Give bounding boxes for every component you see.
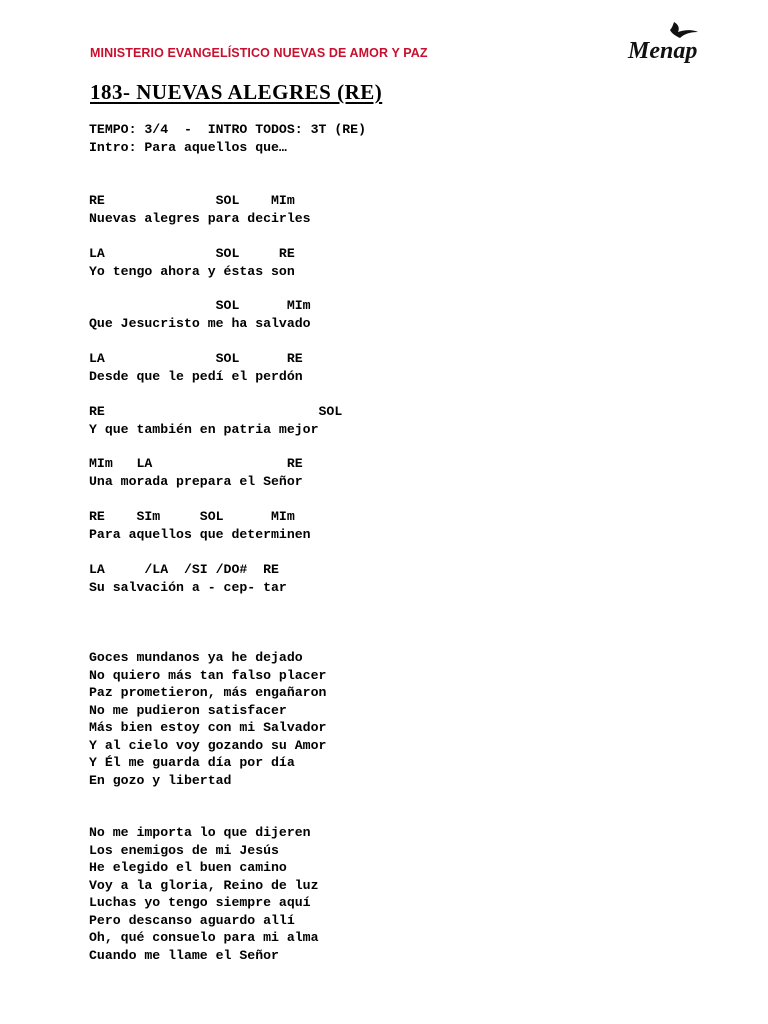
logo-text: Menap	[628, 38, 698, 64]
verse-line: En gozo y libertad	[89, 772, 232, 788]
chord-pair-6	[89, 455, 303, 490]
verse-line: Voy a la gloria, Reino de luz	[89, 877, 319, 893]
chord-pair-5	[89, 403, 342, 438]
verse-line: No quiero más tan falso placer	[89, 667, 327, 683]
lyric-line: Yo tengo ahora y éstas son	[89, 263, 295, 279]
verse-line: Luchas yo tengo siempre aquí	[89, 895, 311, 910]
lyric-line: Que Jesucristo me ha salvado	[89, 315, 311, 331]
chord-line: RE SIm SOL MIm	[89, 509, 295, 524]
verse-line: Los enemigos de mi Jesús	[89, 842, 279, 858]
chord-pair-7	[89, 508, 311, 543]
verse-line: Más bien estoy con mi Salvador	[89, 720, 327, 735]
chord-line: LA SOL RE	[89, 351, 303, 366]
verse-line: Goces mundanos ya he dejado	[89, 650, 303, 665]
verse-line: Pero descanso aguardo allí	[89, 912, 295, 928]
verse-line: Paz prometieron, más engañaron	[89, 685, 327, 700]
chord-pair-2	[89, 245, 295, 280]
chord-pair-4	[89, 350, 303, 385]
verse-1	[89, 649, 326, 789]
verse-2	[89, 824, 319, 964]
lyric-line: Y que también en patria mejor	[89, 421, 319, 437]
chord-line: LA SOL RE	[89, 246, 295, 261]
chord-pair-1	[89, 192, 311, 227]
chord-pair-8	[89, 561, 287, 596]
verse-line: Cuando me llame el Señor	[89, 947, 279, 963]
lyric-line: Su salvación a - cep- tar	[89, 579, 287, 595]
verse-line: No me importa lo que dijeren	[89, 825, 311, 840]
chord-line: RE SOL MIm	[89, 193, 295, 208]
verse-line: Y Él me guarda día por día	[89, 755, 295, 770]
intro-line: Intro: Para aquellos que…	[89, 140, 287, 155]
menap-logo	[626, 20, 722, 70]
bird-logo-icon	[626, 20, 722, 70]
chord-line: LA /LA /SI /DO# RE	[89, 562, 279, 577]
lyric-line: Para aquellos que determinen	[89, 526, 311, 542]
verse-line: Oh, qué consuelo para mi alma	[89, 930, 319, 945]
verse-line: Y al cielo voy gozando su Amor	[89, 737, 327, 753]
lyric-line: Nuevas alegres para decirles	[89, 210, 311, 226]
verse-line: He elegido el buen camino	[89, 860, 287, 875]
tempo-line: TEMPO: 3/4 - INTRO TODOS: 3T (RE)	[89, 122, 366, 137]
lyric-line: Una morada prepara el Señor	[89, 473, 303, 489]
organization-name: MINISTERIO EVANGELÍSTICO NUEVAS DE AMOR Y PAZ	[90, 46, 428, 60]
lyric-line: Desde que le pedí el perdón	[89, 368, 303, 384]
chord-line: MIm LA RE	[89, 456, 303, 471]
chord-line: SOL MIm	[89, 298, 311, 313]
chord-line: RE SOL	[89, 404, 343, 419]
verse-line: No me pudieron satisfacer	[89, 702, 287, 718]
chord-pair-3	[89, 297, 311, 332]
song-title: 183- NUEVAS ALEGRES (RE)	[90, 80, 383, 104]
